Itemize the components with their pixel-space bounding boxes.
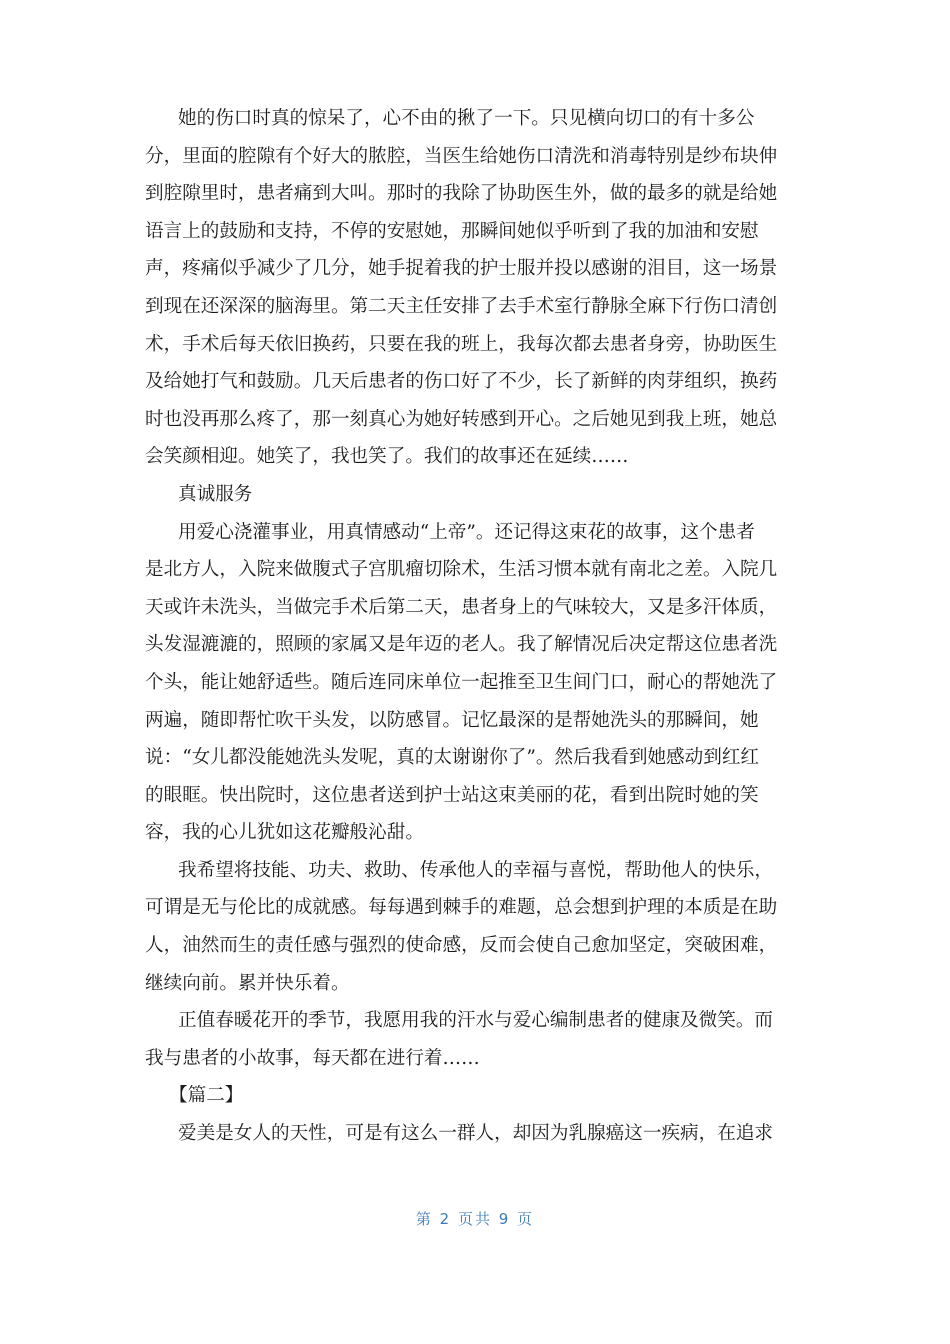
paragraph-line: 继续向前。累并快乐着。 [145, 972, 350, 994]
paragraph-line: 声，疼痛似乎减少了几分，她手捉着我的护士服并投以感谢的泪目，这一场景 [145, 258, 778, 280]
paragraph-line: 时也没再那么疼了，那一刻真心为她好转感到开心。之后她见到我上班，她总 [145, 408, 778, 430]
paragraph-line: 我与患者的小故事，每天都在进行着…… [145, 1047, 480, 1069]
paragraph-line: 我希望将技能、功夫、救助、传承他人的幸福与喜悦，帮助他人的快乐， [178, 859, 774, 881]
paragraph-line: 到腔隙里时，患者痛到大叫。那时的我除了协助医生外，做的最多的就是给她 [145, 183, 778, 205]
page-number: 第 2 页共 9 页 [415, 1210, 535, 1228]
paragraph-line: 她的伤口时真的惊呆了，心不由的揪了一下。只见横向切口的有十多公 [178, 108, 755, 129]
paragraph-line: 天或许未洗头，当做完手术后第二天，患者身上的气味较大，又是多汗体质， [145, 596, 778, 618]
paragraph-line: 分，里面的腔隙有个好大的脓腔，当医生给她伤口清洗和消毒特别是纱布块伸 [145, 145, 778, 167]
paragraph-line: 到现在还深深的脑海里。第二天主任安排了去手术室行静脉全麻下行伤口清创 [145, 295, 778, 317]
body-text [145, 100, 800, 1153]
paragraph-line: 说：“女儿都没能她洗头发呢，真的太谢谢你了”。然后我看到她感动到红红 [145, 747, 760, 769]
paragraph-line: 容，我的心儿犹如这花瓣般沁甜。 [145, 822, 424, 844]
paragraph-line: 正值春暖花开的季节，我愿用我的汗水与爱心编制患者的健康及微笑。而 [178, 1010, 774, 1032]
paragraph-line: 两遍，随即帮忙吹干头发，以防感冒。记忆最深的是帮她洗头的那瞬间，她 [145, 709, 759, 731]
paragraph-line: 可谓是无与伦比的成就感。每每遇到棘手的难题，总会想到护理的本质是在助 [145, 897, 778, 919]
paragraph-line: 术，手术后每天依旧换药，只要在我的班上，我每次都去患者身旁，协助医生 [145, 333, 778, 355]
paragraph-line: 爱美是女人的天性，可是有这么一群人，却因为乳腺癌这一疾病，在追求 [178, 1123, 774, 1145]
paragraph-line: 用爱心浇灌事业，用真情感动“上帝”。还记得这束花的故事，这个患者 [178, 521, 755, 543]
paragraph-line: 是北方人，入院来做腹式子宫肌瘤切除术，生活习惯本就有南北之差。入院几 [145, 559, 778, 581]
paragraph-line: 及给她打气和鼓励。几天后患者的伤口好了不少，长了新鲜的肉芽组织，换药 [145, 371, 778, 393]
paragraph-line: 语言上的鼓励和支持，不停的安慰她，那瞬间她似乎听到了我的加油和安慰 [145, 220, 759, 242]
paragraph-line: 会笑颜相迎。她笑了，我也笑了。我们的故事还在延续…… [145, 446, 629, 468]
paragraph-line: 个头，能让她舒适些。随后连同床单位一起推至卫生间门口，耐心的帮她洗了 [145, 671, 778, 693]
paragraph-line: 的眼眶。快出院时，这位患者送到护士站这束美丽的花，看到出院时她的笑 [145, 784, 759, 806]
paragraph-line: 人，油然而生的责任感与强烈的使命感，反而会使自己愈加坚定，突破困难， [145, 935, 778, 957]
section-heading: 【篇二】 [169, 1085, 244, 1107]
section-heading: 真诚服务 [178, 483, 253, 505]
paragraph-line: 头发湿漉漉的，照顾的家属又是年迈的老人。我了解情况后决定帮这位患者洗 [145, 634, 778, 656]
